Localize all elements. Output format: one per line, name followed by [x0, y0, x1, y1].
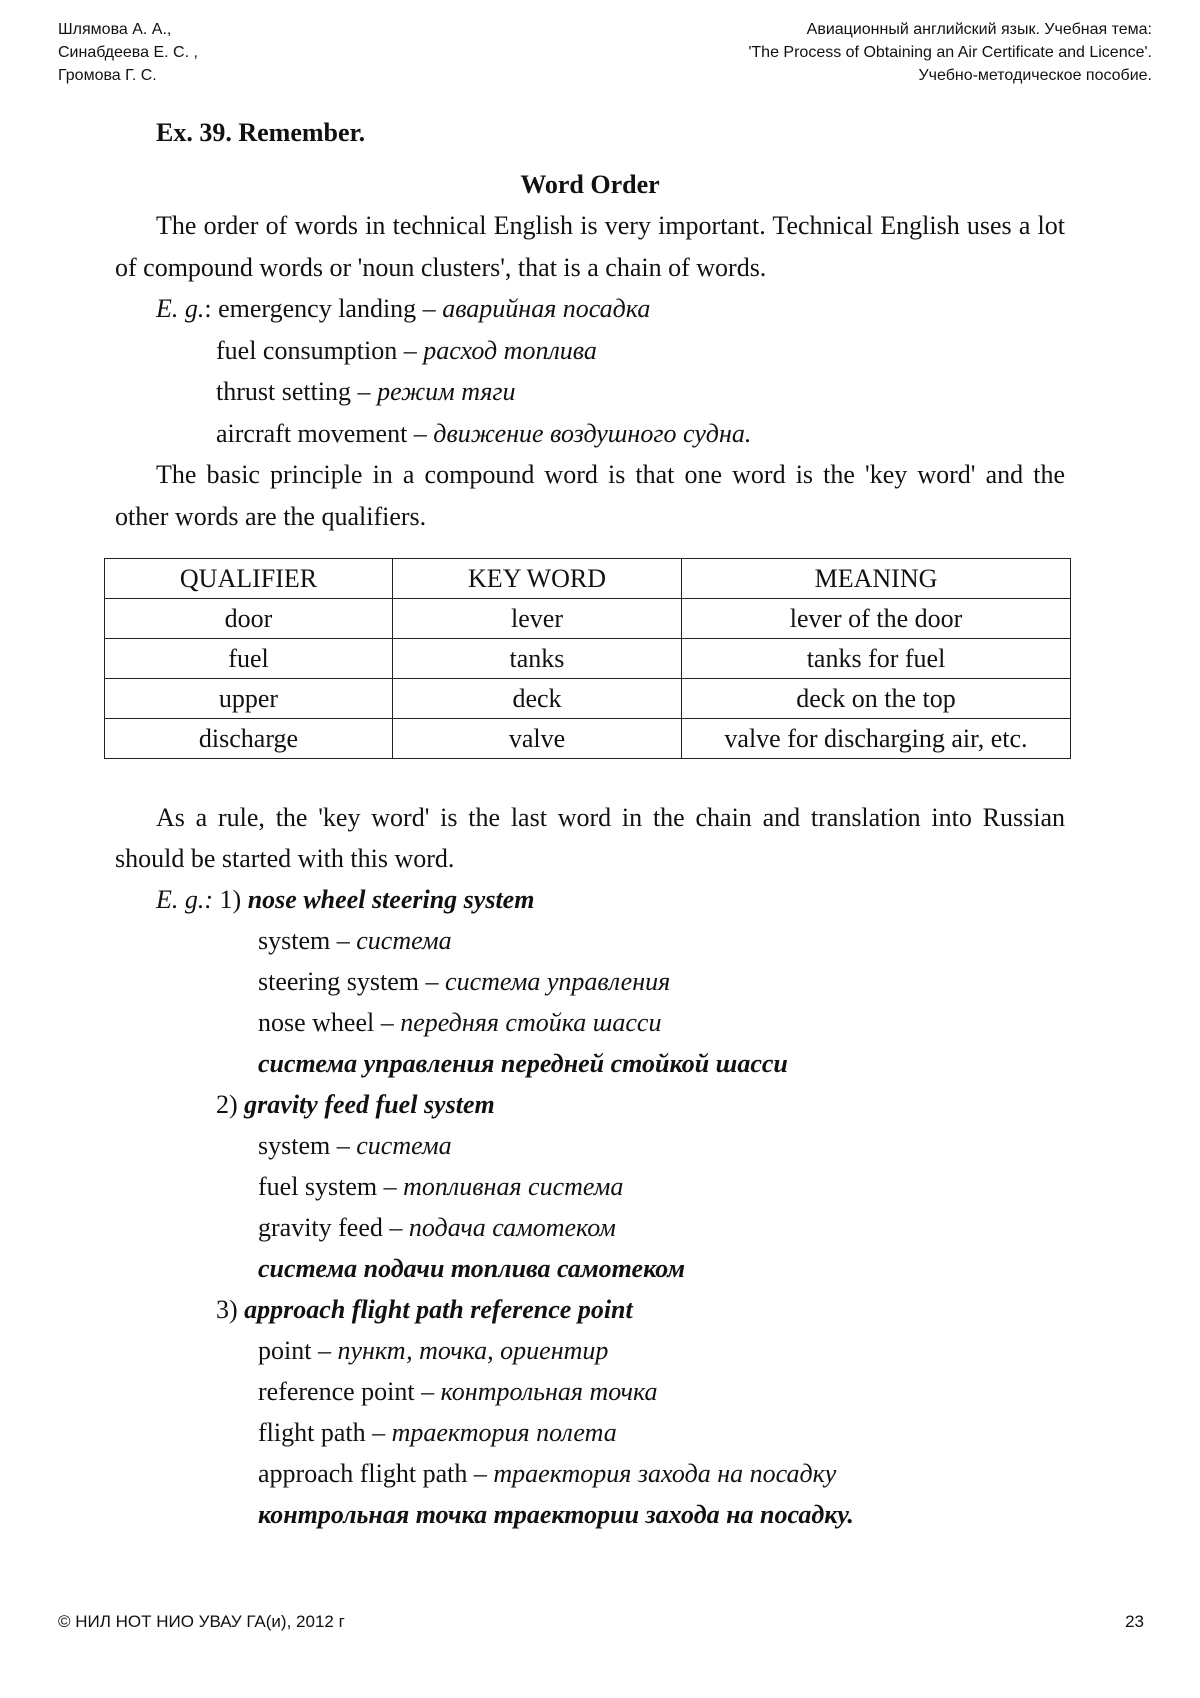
compound-1-heading — [156, 879, 1065, 920]
table-cell: tanks — [393, 639, 682, 679]
example-en: emergency landing – — [218, 294, 436, 323]
part-ru: система — [356, 926, 452, 955]
table-cell: door — [105, 599, 393, 639]
part-en: system – — [258, 1131, 350, 1160]
example-en: fuel consumption – — [216, 335, 417, 365]
main-content-top — [115, 112, 1065, 537]
table-header-row — [105, 559, 1071, 599]
compound-part — [258, 1330, 1065, 1371]
example-line-2 — [216, 330, 1065, 372]
compound-translation — [258, 1494, 1065, 1535]
table-row — [105, 719, 1071, 759]
author-3: Громова Г. С. — [58, 67, 157, 84]
page-number: 23 — [1125, 1612, 1144, 1631]
table-cell: discharge — [105, 719, 393, 759]
table-cell: deck — [393, 679, 682, 719]
word-order-table — [104, 558, 1071, 759]
compound-number: 2) — [216, 1090, 238, 1119]
part-ru: подача самотеком — [408, 1213, 616, 1242]
author-1: Шлямова А. А., — [58, 21, 172, 38]
part-ru: система — [356, 1131, 452, 1160]
author-2: Синабдеева Е. С. , — [58, 44, 198, 61]
part-en: system – — [258, 926, 350, 955]
table-cell: lever of the door — [682, 599, 1071, 639]
translation-text: контрольная точка траектории захода на посадку. — [258, 1500, 854, 1529]
table-cell: fuel — [105, 639, 393, 679]
part-en: steering system – — [258, 967, 439, 996]
example-ru: режим тяги — [377, 377, 516, 406]
main-content-bottom — [115, 797, 1065, 1535]
example-line-3 — [216, 371, 1065, 413]
compound-2-heading — [216, 1084, 1065, 1125]
course-line-2: 'The Process of Obtaining an Air Certificate and Licence'. — [748, 44, 1152, 61]
part-ru: траектория захода на посадку — [493, 1459, 837, 1488]
compound-part — [258, 1453, 1065, 1494]
example-ru: расход топлива — [423, 335, 597, 365]
translation-text: система подачи топлива самотеком — [258, 1254, 686, 1283]
part-ru: система управления — [445, 967, 671, 996]
section-title: Word Order — [520, 169, 660, 199]
compound-term: nose wheel steering system — [247, 885, 535, 914]
table-header-meaning: MEANING — [682, 559, 1071, 599]
rule-paragraph: As a rule, the 'key word' is the last word in the chain and translation into Russian should be started with this word. — [115, 803, 1065, 873]
table-header-key-word: KEY WORD — [393, 559, 682, 599]
example-line-4 — [216, 413, 1065, 455]
course-line-3: Учебно-методическое пособие. — [918, 67, 1152, 84]
part-ru: контрольная точка — [440, 1377, 658, 1406]
part-en: reference point – — [258, 1377, 435, 1406]
header-authors — [58, 18, 198, 87]
compound-part — [258, 1166, 1065, 1207]
footer-copyright: © НИЛ НОТ НИО УВАУ ГА(и), 2012 г — [58, 1612, 345, 1631]
compound-part — [258, 961, 1065, 1002]
compound-translation — [258, 1248, 1065, 1289]
part-en: flight path – — [258, 1418, 386, 1447]
header-course — [748, 18, 1152, 87]
example-ru: движение воздушного судна. — [433, 418, 752, 448]
compound-part — [258, 1371, 1065, 1412]
table-cell: deck on the top — [682, 679, 1071, 719]
part-en: nose wheel – — [258, 1008, 394, 1037]
table-row — [105, 599, 1071, 639]
translation-text: система управления передней стойкой шасси — [258, 1049, 788, 1078]
exercise-title: Ex. 39. Remember. — [156, 118, 366, 147]
compound-part — [258, 1207, 1065, 1248]
intro-paragraph: The order of words in technical English is very important. Technical English uses a lot of compound words or 'noun clusters', that is a chain of words. — [115, 211, 1065, 282]
compound-part — [258, 1412, 1065, 1453]
eg-label: E. g.: — [156, 885, 214, 914]
part-en: fuel system – — [258, 1172, 397, 1201]
part-en: approach flight path – — [258, 1459, 487, 1488]
table-cell: tanks for fuel — [682, 639, 1071, 679]
example-ru: аварийная посадка — [442, 294, 651, 323]
part-ru: топливная система — [403, 1172, 624, 1201]
table-row — [105, 679, 1071, 719]
part-ru: пункт, точка, ориентир — [337, 1336, 609, 1365]
part-en: point – — [258, 1336, 331, 1365]
part-ru: передняя стойка шасси — [400, 1008, 662, 1037]
table-cell: valve — [393, 719, 682, 759]
course-line-1: Авиационный английский язык. Учебная тема: — [806, 21, 1152, 38]
compound-part — [258, 920, 1065, 961]
table-header-qualifier: QUALIFIER — [105, 559, 393, 599]
compound-number: 1) — [219, 885, 242, 914]
compound-part — [258, 1125, 1065, 1166]
eg-label: E. g. — [156, 294, 205, 323]
compound-3-heading — [216, 1289, 1065, 1330]
principle-paragraph: The basic principle in a compound word is that one word is the 'key word' and the other words are the qualifiers. — [115, 460, 1065, 531]
example-line-1: E. g.: emergency landing – аварийная посадка — [156, 294, 651, 323]
compound-part — [258, 1002, 1065, 1043]
compound-term: approach flight path reference point — [244, 1295, 633, 1324]
part-ru: траектория полета — [391, 1418, 617, 1447]
example-en: thrust setting – — [216, 377, 371, 406]
compound-number: 3) — [216, 1295, 238, 1324]
table-row — [105, 639, 1071, 679]
compound-translation — [258, 1043, 1065, 1084]
part-en: gravity feed – — [258, 1213, 403, 1242]
compound-term: gravity feed fuel system — [244, 1090, 495, 1119]
table-cell: upper — [105, 679, 393, 719]
table-cell: lever — [393, 599, 682, 639]
example-en: aircraft movement – — [216, 418, 427, 448]
table-cell: valve for discharging air, etc. — [682, 719, 1071, 759]
